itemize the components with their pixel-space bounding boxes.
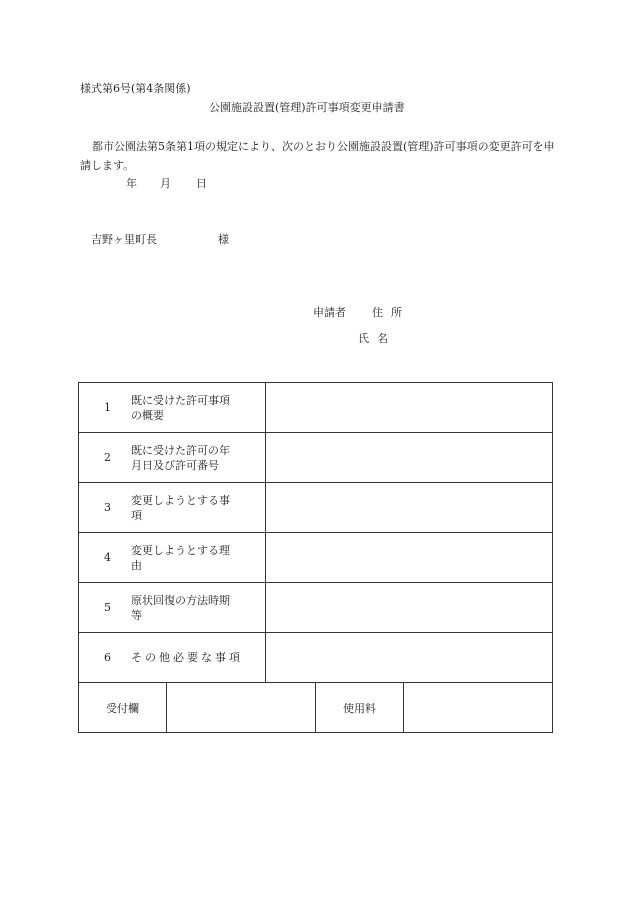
receipt-value-cell[interactable] [167,683,316,733]
item-value-cell[interactable] [266,583,553,633]
name-label: 氏名 [358,332,396,345]
item-label-cell [79,633,266,683]
table-row [79,633,553,683]
item-label: 原状回復の方法時期等 [131,593,230,622]
item-label-cell [79,533,266,583]
fee-value-cell[interactable] [404,683,553,733]
item-label-cell [79,433,266,483]
item-label: 既に受けた許可事項の概要 [131,393,230,422]
body-paragraph: 都市公園法第5条第1項の規定により、次のとおり公園施設設置(管理)許可事項の変更許可を申請します。 [80,140,555,172]
form-title: 公園施設設置(管理)許可事項変更申請書 [209,101,405,114]
item-number: 2 [104,451,111,464]
item-label: 変更しようとする事項 [131,493,230,522]
item-label-cell [79,383,266,433]
item-label: 既に受けた許可の年月日及び許可番号 [131,443,230,472]
addressee-honorific: 様 [218,233,229,246]
item-value-cell[interactable] [266,433,553,483]
item-number: 1 [104,401,111,414]
date-day-label: 日 [196,177,207,190]
addressee-name: 吉野ヶ里町長 [91,233,157,246]
item-number: 5 [104,601,111,614]
item-number: 4 [104,551,111,564]
item-number: 3 [104,501,111,514]
applicant-label: 申請者 [313,306,346,319]
item-value-cell[interactable] [266,533,553,583]
address-label: 住所 [372,306,410,319]
table-row [79,683,553,733]
date-month-label: 月 [160,177,171,190]
date-year-label: 年 [126,177,137,190]
item-value-cell[interactable] [266,633,553,683]
item-value-cell[interactable] [266,483,553,533]
item-value-cell[interactable] [266,383,553,433]
application-table [78,382,553,733]
table-row [79,483,553,533]
item-number: 6 [104,651,111,664]
fee-label: 使用料 [316,683,404,733]
item-label: 変更しようとする理由 [131,543,230,572]
form-number: 様式第6号(第4条関係) [80,82,191,95]
table-row [79,583,553,633]
item-label-cell [79,483,266,533]
receipt-label: 受付欄 [79,683,167,733]
item-label-cell [79,583,266,633]
item-label: その他必要な事項 [131,651,243,664]
table-row [79,383,553,433]
table-row [79,533,553,583]
table-row [79,433,553,483]
